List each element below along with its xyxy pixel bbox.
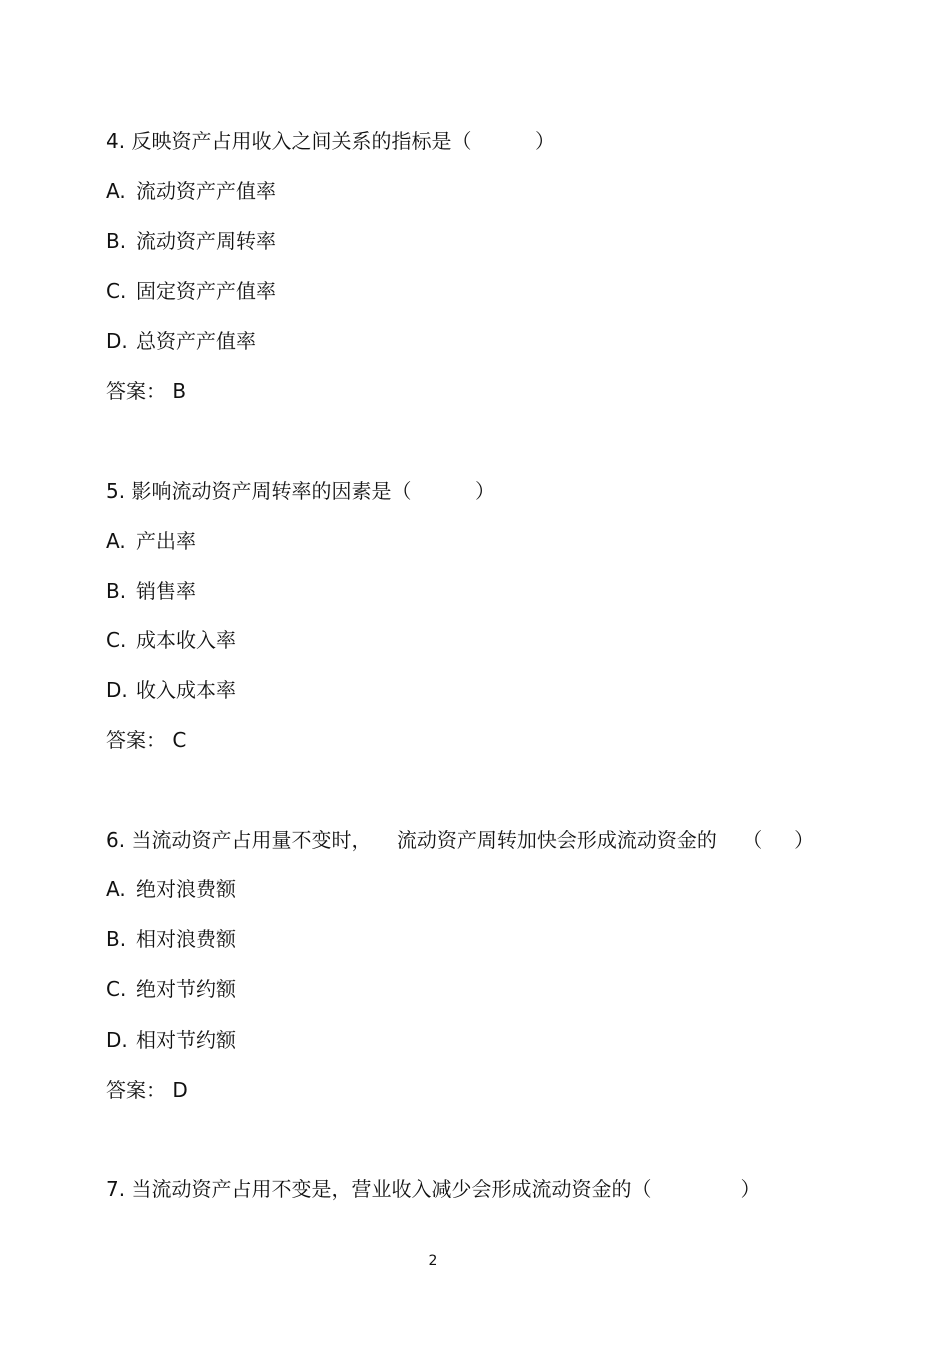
- question-5-answer: 答案： C: [106, 728, 187, 752]
- page-number: 2: [428, 1253, 438, 1269]
- option-text: 产出率: [136, 529, 196, 553]
- option-letter: A.: [106, 179, 126, 203]
- question-6-option-b: [106, 927, 236, 951]
- option-text: 收入成本率: [136, 678, 236, 702]
- question-4-option-b: [106, 229, 276, 253]
- option-text: 相对浪费额: [136, 927, 236, 951]
- question-4-option-a: [106, 179, 276, 203]
- question-7-stem: 7. 当流动资产占用不变是，营业收入减少会形成流动资金的（ ）: [106, 1177, 761, 1201]
- option-letter: C.: [106, 628, 127, 652]
- option-text: 相对节约额: [136, 1028, 236, 1052]
- question-5-stem: 5. 影响流动资产周转率的因素是（ ）: [106, 479, 496, 503]
- option-letter: B.: [106, 229, 127, 253]
- question-4-option-d: [106, 329, 256, 353]
- question-4-stem: 4. 反映资产占用收入之间关系的指标是（ ）: [106, 129, 556, 153]
- option-letter: D.: [106, 329, 128, 353]
- option-text: 销售率: [136, 579, 196, 603]
- option-letter: C.: [106, 279, 127, 303]
- option-text: 流动资产产值率: [136, 179, 276, 203]
- option-text: 绝对节约额: [136, 977, 236, 1001]
- question-5-option-a: [106, 529, 196, 553]
- question-4-option-c: [106, 279, 276, 303]
- question-5-option-d: [106, 678, 236, 702]
- question-5-option-c: [106, 628, 236, 652]
- option-letter: B.: [106, 927, 127, 951]
- option-letter: A.: [106, 529, 126, 553]
- question-6-option-a: [106, 877, 236, 901]
- option-letter: C.: [106, 977, 127, 1001]
- option-text: 绝对浪费额: [136, 877, 236, 901]
- option-text: 总资产产值率: [136, 329, 256, 353]
- option-letter: D.: [106, 1028, 128, 1052]
- option-letter: D.: [106, 678, 128, 702]
- option-text: 成本收入率: [136, 628, 236, 652]
- option-text: 固定资产产值率: [136, 279, 276, 303]
- question-5-option-b: [106, 579, 196, 603]
- option-letter: B.: [106, 579, 127, 603]
- option-text: 流动资产周转率: [136, 229, 276, 253]
- question-4-answer: 答案： B: [106, 379, 187, 403]
- question-6-answer: 答案： D: [106, 1078, 188, 1102]
- option-letter: A.: [106, 877, 126, 901]
- question-6-option-c: [106, 977, 236, 1001]
- question-6-stem: 6. 当流动资产占用量不变时， 流动资产周转加快会形成流动资金的 （ ）: [106, 828, 815, 852]
- question-6-option-d: [106, 1028, 236, 1052]
